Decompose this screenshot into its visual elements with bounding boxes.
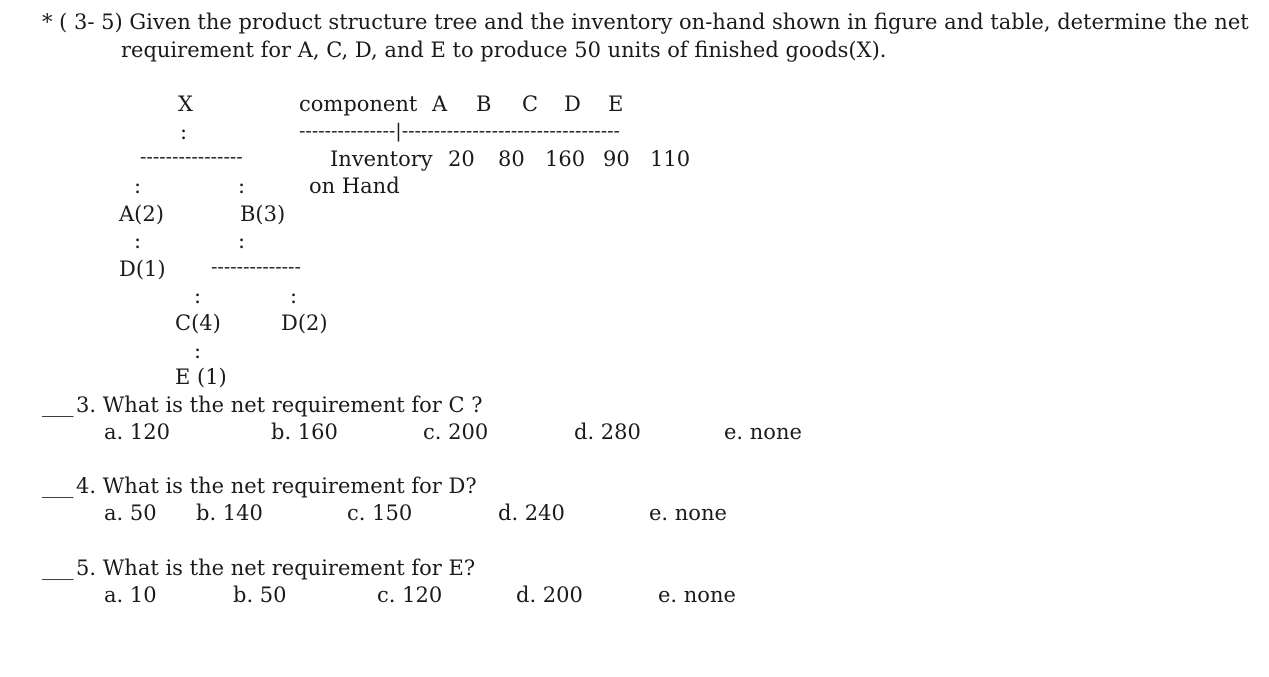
tree-connector: : (180, 120, 188, 144)
option-e: e. none (649, 501, 727, 525)
option-c: c. 200 (423, 420, 489, 444)
table-row-label: Inventory (330, 147, 433, 171)
table-value-b: 80 (498, 147, 525, 171)
tree-connector: : (194, 339, 202, 363)
tree-node-e: E (1) (175, 365, 227, 389)
tree-node-x: X (178, 92, 193, 116)
table-value-c: 160 (545, 147, 586, 171)
option-b: b. 160 (271, 420, 338, 444)
question-text: 3. What is the net requirement for C ? (76, 393, 483, 417)
table-value-a: 20 (448, 147, 475, 171)
answer-blank[interactable]: ___ (42, 393, 74, 417)
table-value-e: 110 (650, 147, 691, 171)
table-value-d: 90 (603, 147, 630, 171)
table-header-label: component (299, 92, 418, 116)
tree-node-a: A(2) (119, 202, 164, 226)
tree-connector: : (134, 229, 142, 253)
tree-connector: : (134, 174, 142, 198)
option-a: a. 120 (104, 420, 170, 444)
table-header-component-b: B (476, 92, 492, 116)
tree-connector: : (194, 284, 202, 308)
tree-node-c: C(4) (175, 311, 221, 335)
table-header-component-e: E (608, 92, 624, 116)
answer-blank[interactable]: ___ (42, 556, 74, 580)
question-text: 5. What is the net requirement for E? (76, 556, 476, 580)
tree-node-d-under-b: D(2) (281, 311, 328, 335)
option-b: b. 140 (196, 501, 263, 525)
answer-blank[interactable]: ___ (42, 474, 74, 498)
option-d: d. 240 (498, 501, 565, 525)
problem-statement-line-1: * ( 3- 5) Given the product structure tree and the inventory on-hand shown in figure and table, determine the net (42, 10, 1249, 34)
table-header-component-c: C (522, 92, 539, 116)
option-d: d. 280 (574, 420, 641, 444)
option-e: e. none (724, 420, 802, 444)
tree-connector: : (290, 284, 298, 308)
question-text: 4. What is the net requirement for D? (76, 474, 477, 498)
option-c: c. 120 (377, 583, 443, 607)
option-c: c. 150 (347, 501, 413, 525)
tree-node-d-under-a: D(1) (119, 257, 166, 281)
table-header-component-a: A (432, 92, 448, 116)
tree-connector: : (238, 174, 246, 198)
option-b: b. 50 (233, 583, 287, 607)
table-header-component-d: D (564, 92, 581, 116)
tree-branch-line: ---------------- (140, 146, 243, 168)
option-e: e. none (658, 583, 736, 607)
tree-node-b: B(3) (240, 202, 286, 226)
table-separator: ---------------|---------------------------------- (299, 120, 620, 142)
tree-branch-line: -------------- (211, 256, 301, 278)
table-row-label-cont: on Hand (309, 174, 400, 198)
tree-connector: : (238, 229, 246, 253)
option-a: a. 10 (104, 583, 157, 607)
option-d: d. 200 (516, 583, 583, 607)
option-a: a. 50 (104, 501, 157, 525)
problem-statement-line-2: requirement for A, C, D, and E to produce 50 units of finished goods(X). (121, 38, 887, 62)
